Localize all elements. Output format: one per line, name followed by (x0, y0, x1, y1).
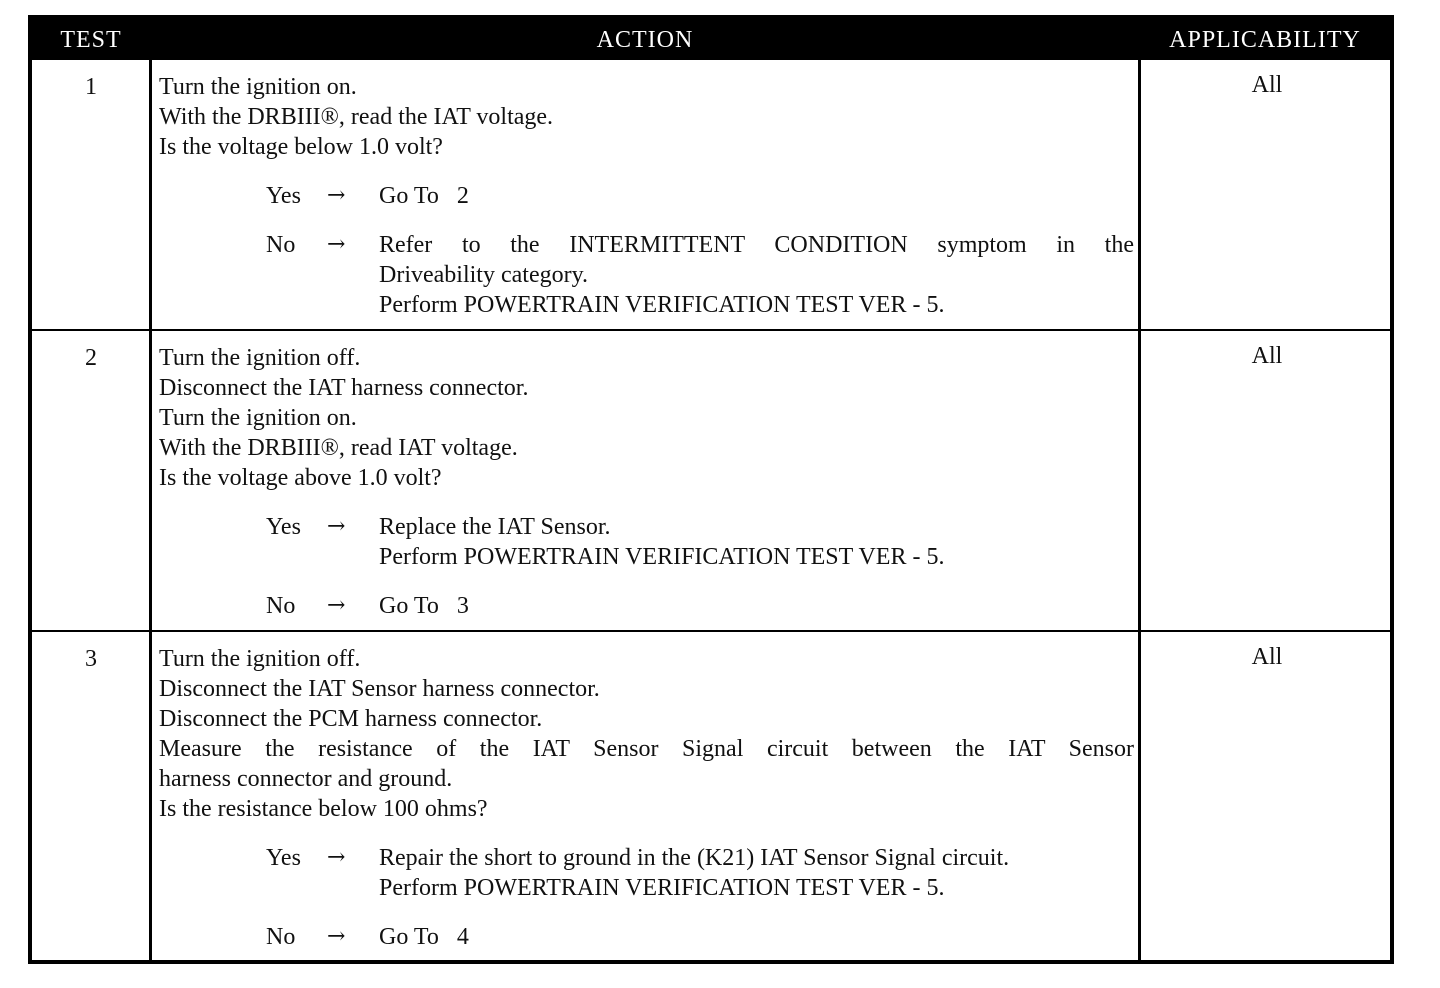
action-step: Disconnect the IAT Sensor harness connector. (159, 676, 600, 702)
yes-result (379, 181, 1134, 211)
action-step: Is the voltage above 1.0 volt? (159, 465, 442, 491)
action-step: Turn the ignition off. (159, 345, 361, 371)
action-step: With the DRBIII®, read the IAT voltage. (159, 104, 554, 130)
action-step: Measure the resistance of the IAT Sensor Signal circuit between the IAT Sensor (159, 736, 1134, 762)
yes-branch (159, 181, 1134, 211)
action-cell (159, 644, 1134, 952)
applicability-value: All (1251, 644, 1283, 670)
yes-label: Yes (266, 183, 301, 209)
test-number: 3 (85, 646, 97, 672)
yes-result (379, 843, 1134, 903)
header-action: ACTION (596, 27, 694, 53)
header-applicability: APPLICABILITY (1169, 27, 1361, 53)
yes-label: Yes (266, 514, 301, 540)
action-step: Turn the ignition on. (159, 405, 357, 431)
result-line: Go To 3 (379, 593, 469, 619)
action-step: Disconnect the PCM harness connector. (159, 706, 543, 732)
table-row (32, 60, 1390, 329)
result-line: Refer to the INTERMITTENT CONDITION symptom in the (379, 232, 1134, 258)
result-line: Perform POWERTRAIN VERIFICATION TEST VER - 5. (379, 875, 945, 901)
no-branch (159, 591, 1134, 621)
header-test: TEST (60, 27, 122, 53)
no-branch (159, 922, 1134, 952)
result-line: Driveability category. (379, 262, 589, 288)
action-step: Disconnect the IAT harness connector. (159, 375, 529, 401)
right-arrow-icon: → (327, 183, 346, 208)
action-cell (159, 72, 1134, 320)
action-step: With the DRBIII®, read IAT voltage. (159, 435, 518, 461)
result-line: Perform POWERTRAIN VERIFICATION TEST VER - 5. (379, 292, 945, 318)
test-number: 2 (85, 345, 97, 371)
yes-label: Yes (266, 845, 301, 871)
test-number: 1 (85, 74, 97, 100)
yes-result (379, 512, 1134, 572)
result-line: Perform POWERTRAIN VERIFICATION TEST VER - 5. (379, 544, 945, 570)
result-line: Go To 4 (379, 924, 469, 950)
right-arrow-icon: → (327, 845, 346, 870)
no-branch (159, 230, 1134, 320)
applicability-value: All (1251, 343, 1283, 369)
no-label: No (266, 924, 296, 950)
right-arrow-icon: → (327, 514, 346, 539)
table-row (32, 632, 1390, 964)
table-header (32, 19, 1390, 60)
action-step: Turn the ignition off. (159, 646, 361, 672)
yes-branch (159, 512, 1134, 572)
no-result (379, 591, 1134, 621)
table-row (32, 331, 1390, 630)
no-label: No (266, 232, 296, 258)
right-arrow-icon: → (327, 593, 346, 618)
right-arrow-icon: → (327, 924, 346, 949)
diagnostic-test-table (28, 15, 1394, 964)
right-arrow-icon: → (327, 232, 346, 257)
action-step: Turn the ignition on. (159, 74, 357, 100)
action-step: Is the resistance below 100 ohms? (159, 796, 488, 822)
result-line: Go To 2 (379, 183, 469, 209)
applicability-value: All (1251, 72, 1283, 98)
result-line: Repair the short to ground in the (K21) IAT Sensor Signal circuit. (379, 845, 1010, 871)
action-step: Is the voltage below 1.0 volt? (159, 134, 443, 160)
no-result (379, 230, 1134, 320)
action-cell (159, 343, 1134, 621)
result-line: Replace the IAT Sensor. (379, 514, 611, 540)
no-result (379, 922, 1134, 952)
yes-branch (159, 843, 1134, 903)
no-label: No (266, 593, 296, 619)
action-step: harness connector and ground. (159, 766, 453, 792)
